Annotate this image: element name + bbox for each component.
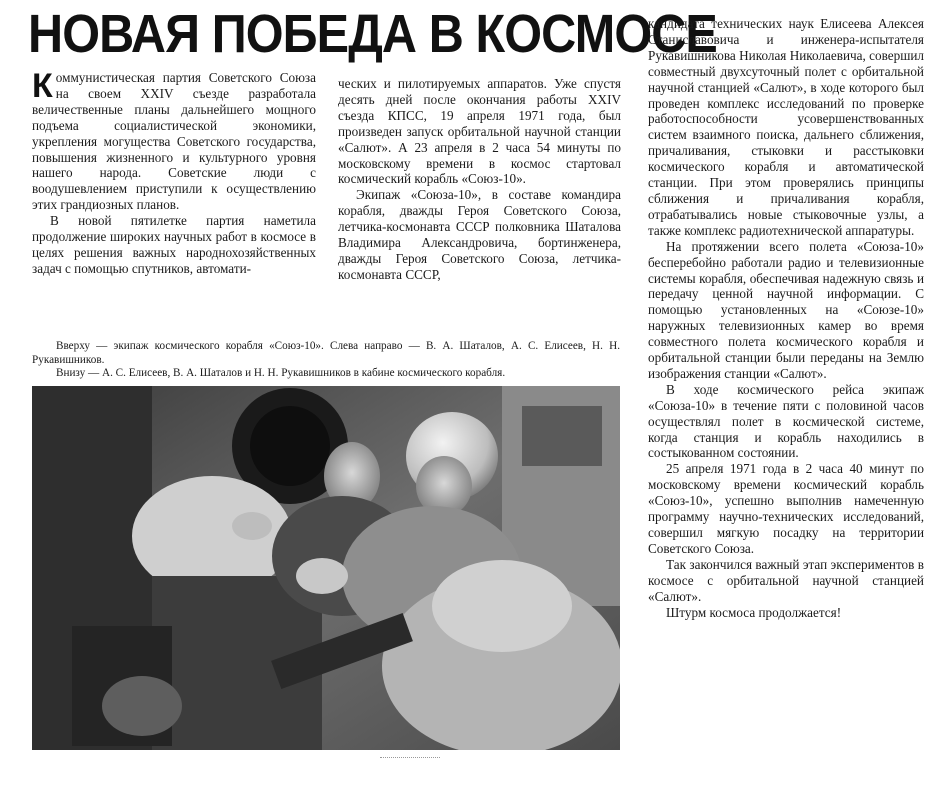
divider: [380, 757, 440, 764]
article-paragraph: Штурм космоса продолжается!: [666, 604, 842, 620]
spacesuit-helmet-front: [432, 560, 572, 652]
photo-illustration: [32, 386, 620, 750]
cabin-panel: [522, 406, 602, 466]
headline: НОВАЯ ПОБЕДА В КОСМОСЕ: [28, 4, 717, 64]
article-column-1: [32, 67, 316, 277]
article-paragraph: На протяжении всего полета «Союза-10» бесперебойно работали радио и телевизионные системы корабля, обеспечивая надежную связь и передачу ценной научной информации. С помощью установленных на «Союзе-10» наружных телевизионных камер во время совместного полета космического корабля и орбитальной станции были переданы на Землю изображения станции «Салют».: [648, 238, 924, 381]
hand: [232, 512, 272, 540]
caption-line-top: Вверху — экипаж космического корабля «Союз-10». Слева направо — В. А. Шаталов, А. С. Елисеев, Н. Н. Рукавишников.: [32, 340, 620, 366]
cosmonauts-photo: [32, 386, 620, 750]
article-paragraph: Так закончился важный этап экспериментов в космосе с орбитальной научной станцией «Салют».: [648, 556, 924, 604]
article-paragraph: кандидата технических наук Елисеева Алексея Станиславовича и инженера-испытателя Рукавишникова Николая Николаевича, совершил совместный двухсуточный полет с орбитальной научной станцией «Салют», в ходе которого был проведен комплекс исследований по проверке работоспособности усовершенствованных систем взаимного поиска, дальнего сближения, причаливания, стыковки и расстыковки космического корабля и автоматической станции. При этом проверялись принципы сближения и причаливания корабля, отрабатывались новые стыковочные узлы, а также комплекс радиотехнической аппаратуры.: [648, 16, 924, 238]
caption-line-bottom: Внизу — А. С. Елисеев, В. А. Шаталов и Н. Н. Рукавишников в кабине космического корабля.: [56, 367, 506, 379]
drop-cap: К: [32, 67, 53, 105]
equipment: [102, 676, 182, 736]
hand: [296, 558, 348, 594]
article-paragraph: 25 апреля 1971 года в 2 часа 40 минут по московскому времени космический корабль «Союз-10», успешно выполнив намеченную программу научно-технических исследований, совершил мягкую посадку на территории Советского Союза.: [648, 461, 924, 556]
article-paragraph: В новой пятилетке партия наметила продолжение широких научных работ в космосе в целях решения важных народнохозяйственных задач с помощью спутников, автомати-: [32, 213, 316, 276]
article-column-2: [338, 76, 621, 283]
article-paragraph: В ходе космического рейса экипаж «Союза-10» в течение пяти с половиной часов осуществлял полет в космической системе, когда станция и корабль находились в состыкованном состоянии.: [648, 381, 924, 461]
paragraph-text: оммунистическая партия Советского Союза на своем XXIV съезде разработала величественные планы дальнейшего мощного подъема социалистической экономики, укрепления могущества Советского государства, повышения жизненного и культурного уровня нашего народа. Советские люди с воодушевлением приступили к осуществлению этих грандиозных планов.: [32, 70, 316, 213]
photo-caption: [32, 340, 620, 381]
article-paragraph: ческих и пилотируемых аппаратов. Уже спустя десять дней после окончания работы XXIV съезда КПСС, 19 апреля 1971 года, был произведен запуск орбитальной научной станции «Салют». А 23 апреля в 2 часа 54 минуты по московскому времени в космос стартовал космический корабль «Союз-10».: [338, 76, 621, 187]
article-paragraph: [32, 67, 316, 213]
article-paragraph: Экипаж «Союза-10», в составе командира корабля, дважды Героя Советского Союза, летчика-космонавта СССР полковника Шаталова Владимира Александровича, бортинженера, дважды Героя Советского Союза, летчика-космонавта СССР,: [338, 187, 621, 282]
porthole: [250, 406, 330, 486]
article-column-3: [648, 16, 924, 620]
